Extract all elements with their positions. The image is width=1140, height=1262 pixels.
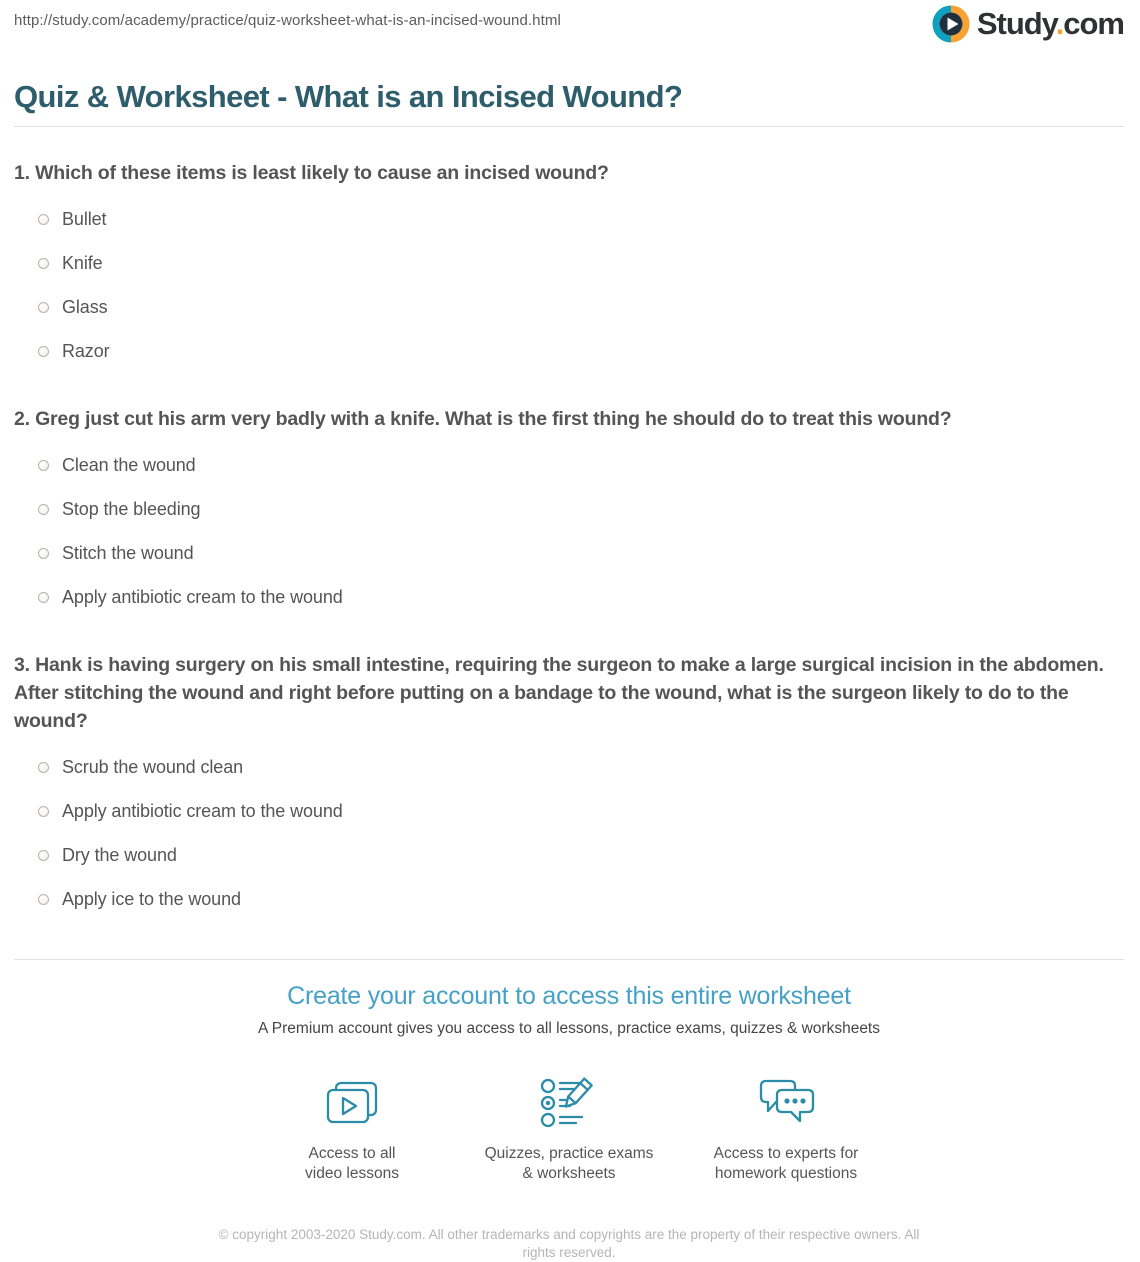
copyright-notice: © copyright 2003-2020 Study.com. All other trademarks and copyrights are the property of their respective owners. All rights reserved. — [218, 1227, 920, 1260]
option-label: Apply antibiotic cream to the wound — [62, 586, 343, 607]
answer-option[interactable] — [14, 531, 1124, 575]
option-label: Clean the wound — [62, 454, 196, 475]
radio-button[interactable] — [38, 894, 49, 905]
radio-button[interactable] — [38, 302, 49, 313]
video-lessons-icon — [244, 1074, 461, 1132]
option-label: Stop the bleeding — [62, 498, 201, 519]
question-1 — [14, 159, 1124, 373]
radio-button[interactable] — [38, 214, 49, 225]
logo-wordmark: Study.com — [976, 6, 1124, 41]
option-label: Glass — [62, 296, 108, 317]
answer-option[interactable] — [14, 745, 1124, 789]
benefit-label: Access to experts for homework questions — [713, 1145, 859, 1182]
answer-option[interactable] — [14, 789, 1124, 833]
answer-option[interactable] — [14, 575, 1124, 619]
radio-button[interactable] — [38, 592, 49, 603]
radio-button[interactable] — [38, 504, 49, 515]
cta-section — [14, 960, 1124, 1184]
question-1-options — [14, 197, 1124, 373]
question-2 — [14, 405, 1124, 619]
title-divider — [14, 126, 1124, 127]
question-2-text: 2. Greg just cut his arm very badly with a knife. What is the first thing he should do to treat this wound? — [14, 408, 952, 430]
option-label: Dry the wound — [62, 844, 177, 865]
page-url: http://study.com/academy/practice/quiz-worksheet-what-is-an-incised-wound.html — [14, 12, 561, 29]
answer-option[interactable] — [14, 833, 1124, 877]
answer-option[interactable] — [14, 487, 1124, 531]
radio-button[interactable] — [38, 460, 49, 471]
page-header — [0, 0, 1140, 56]
answer-option[interactable] — [14, 329, 1124, 373]
option-label: Stitch the wound — [62, 542, 194, 563]
radio-button[interactable] — [38, 806, 49, 817]
answer-option[interactable] — [14, 241, 1124, 285]
radio-button[interactable] — [38, 850, 49, 861]
question-3-options — [14, 745, 1124, 921]
radio-button[interactable] — [38, 258, 49, 269]
answer-option[interactable] — [14, 443, 1124, 487]
question-2-options — [14, 443, 1124, 619]
question-1-text: 1. Which of these items is least likely to cause an incised wound? — [14, 162, 609, 184]
benefit-quizzes-worksheets — [461, 1074, 678, 1184]
radio-button[interactable] — [38, 346, 49, 357]
benefit-experts — [678, 1074, 895, 1184]
option-label: Razor — [62, 340, 110, 361]
quizzes-worksheets-icon — [461, 1074, 678, 1132]
benefits-row — [14, 1074, 1124, 1184]
studycom-logo[interactable] — [931, 4, 1124, 44]
question-3 — [14, 651, 1124, 921]
option-label: Apply ice to the wound — [62, 888, 241, 909]
answer-option[interactable] — [14, 197, 1124, 241]
cta-heading: Create your account to access this entire worksheet — [287, 982, 851, 1010]
answer-option[interactable] — [14, 285, 1124, 329]
option-label: Scrub the wound clean — [62, 756, 244, 777]
benefit-label: Quizzes, practice exams & worksheets — [484, 1145, 654, 1182]
option-label: Knife — [62, 252, 103, 273]
radio-button[interactable] — [38, 548, 49, 559]
page-title: Quiz & Worksheet - What is an Incised Wound? — [14, 79, 683, 114]
benefit-label: Access to all video lessons — [305, 1145, 399, 1182]
benefit-video-lessons — [244, 1074, 461, 1184]
main-content — [0, 78, 1140, 1262]
question-3-text: 3. Hank is having surgery on his small intestine, requiring the surgeon to make a large surgical incision in the abdomen. After stitching the wound and right before putting on a bandage to the wound, what is the surgeon likely to do to the wound? — [14, 654, 1104, 732]
radio-button[interactable] — [38, 762, 49, 773]
option-label: Apply antibiotic cream to the wound — [62, 800, 343, 821]
option-label: Bullet — [62, 208, 107, 229]
answer-option[interactable] — [14, 877, 1124, 921]
play-circle-icon — [931, 4, 977, 44]
cta-subheading: A Premium account gives you access to all lessons, practice exams, quizzes & worksheets — [258, 1020, 880, 1037]
experts-chat-icon — [678, 1074, 895, 1132]
